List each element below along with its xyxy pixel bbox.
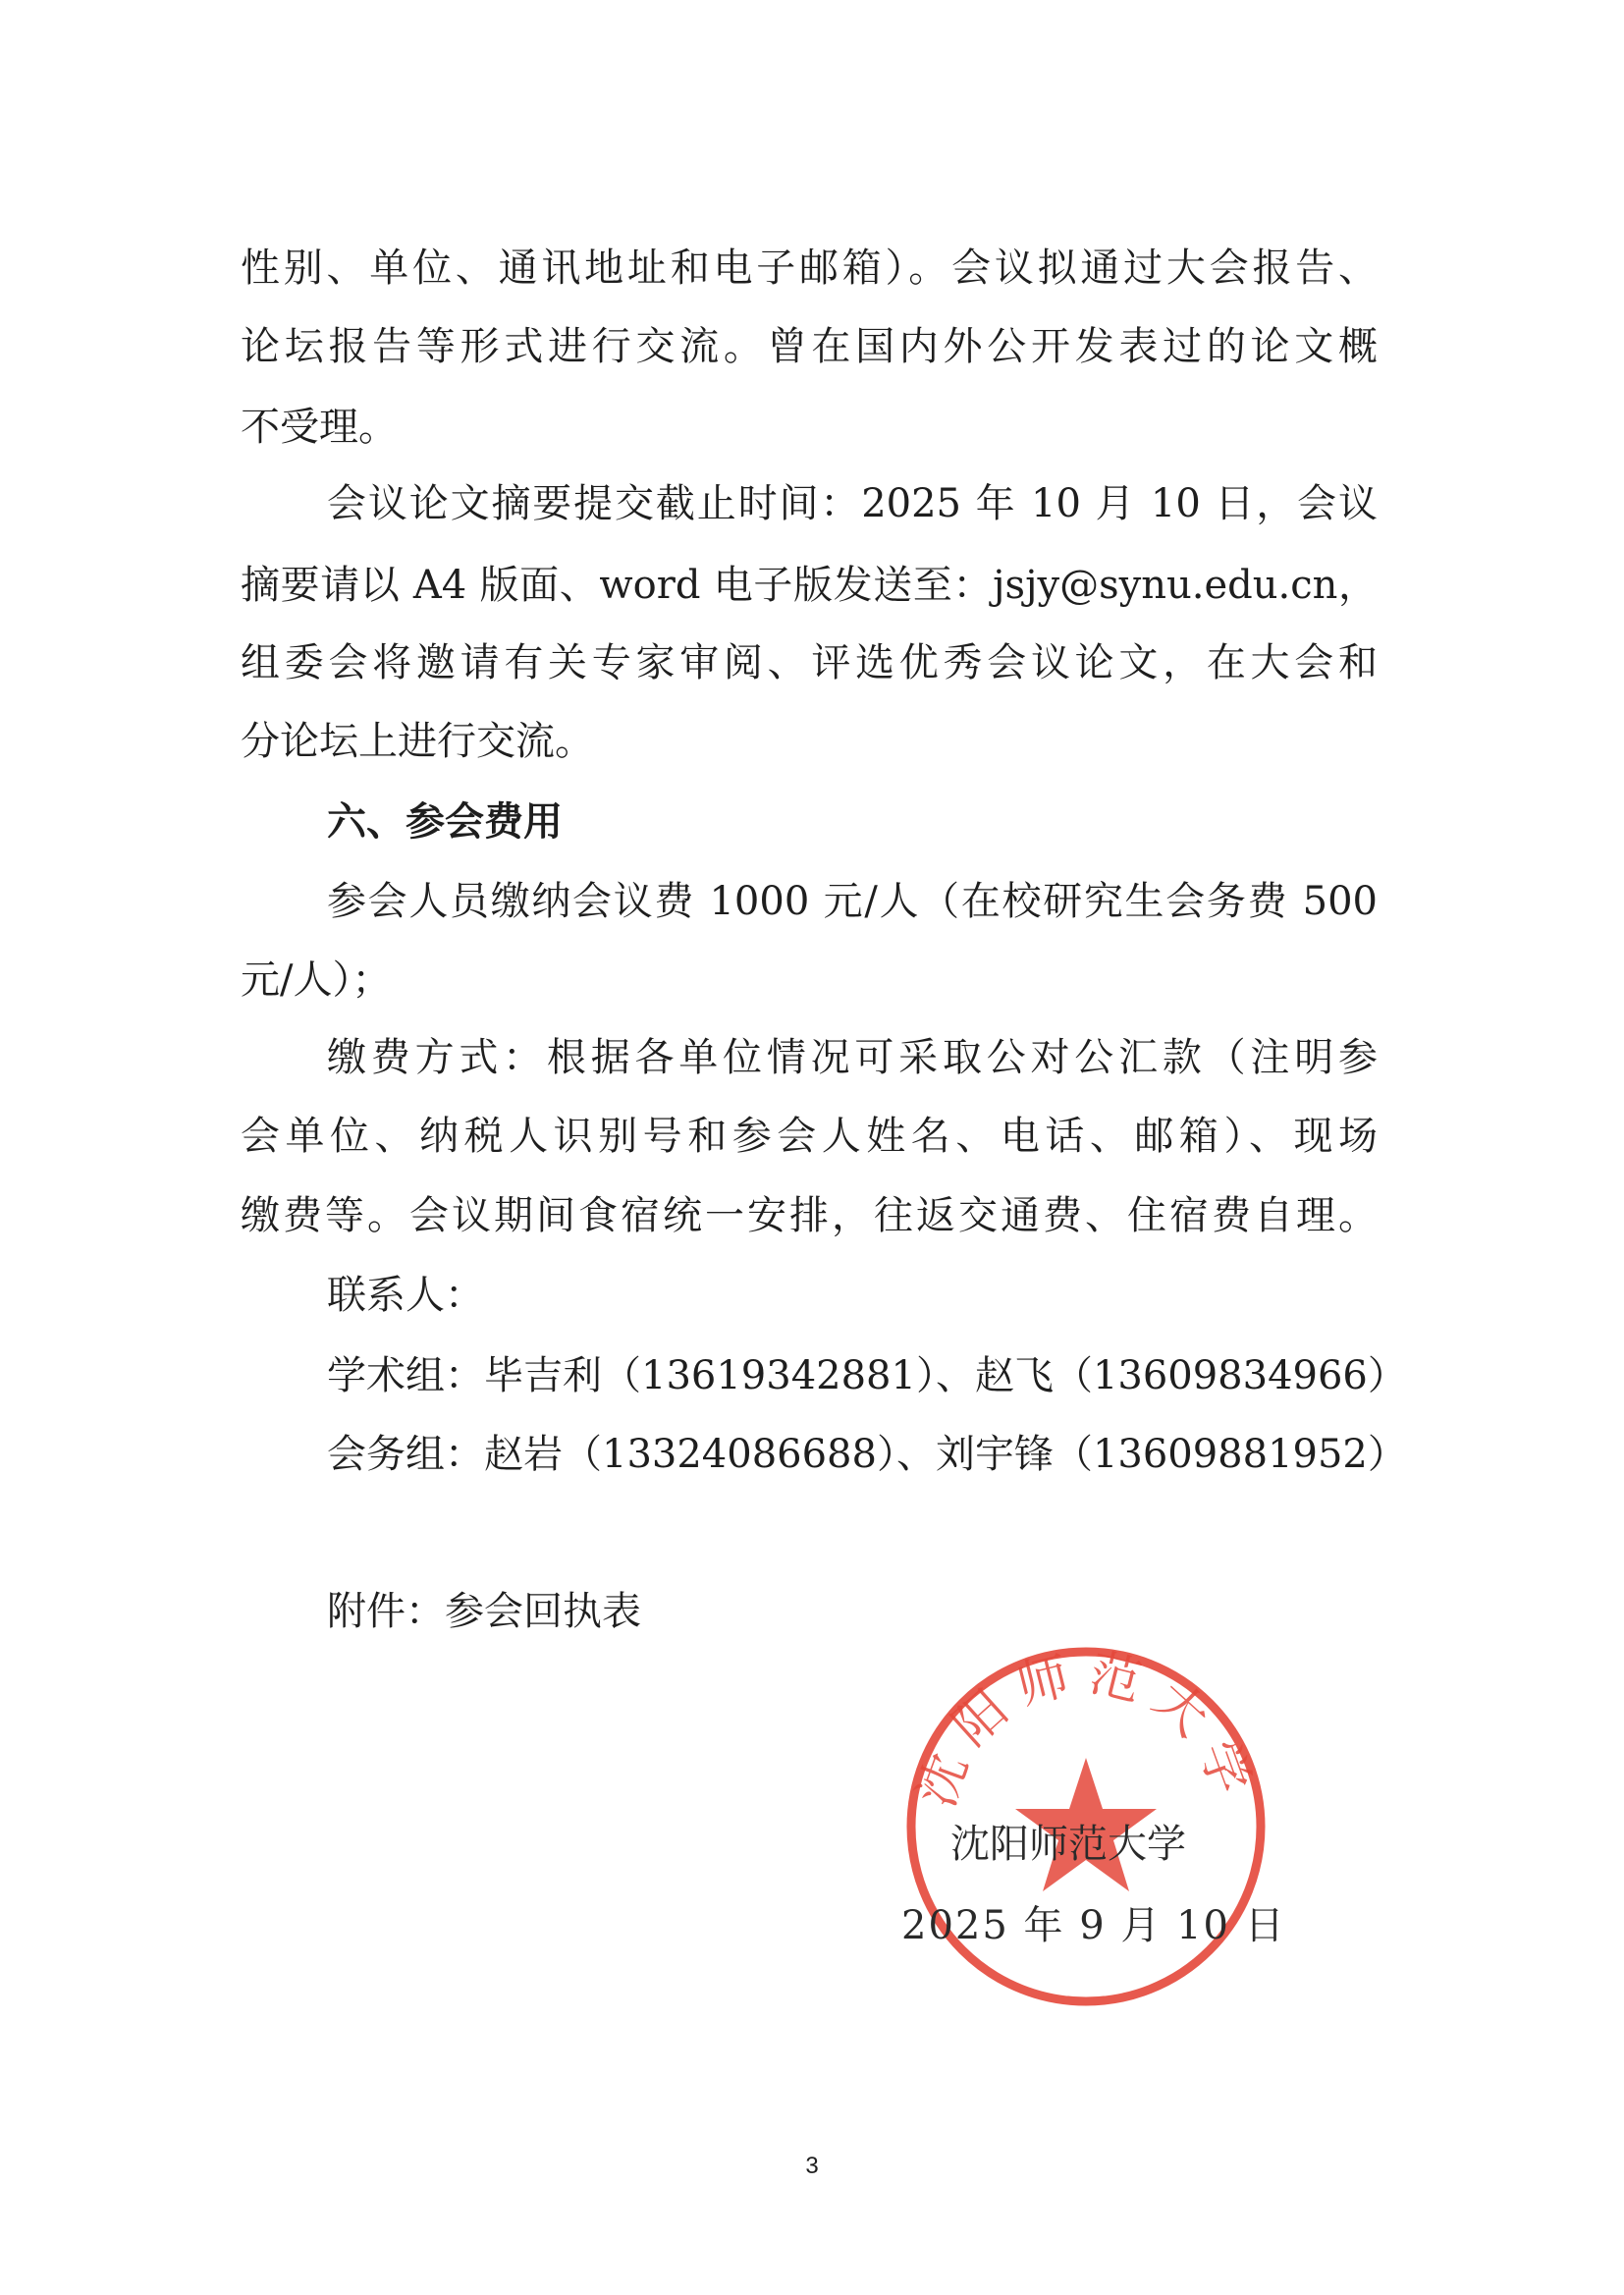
contact-academic: 学术组：毕吉利（13619342881）、赵飞（13609834966） xyxy=(327,1353,1407,1398)
body-line: 会议论文摘要提交截止时间：2025 年 10 月 10 日，会议 xyxy=(327,481,1378,526)
signature-date: 2025 年 9 月 10 日 xyxy=(901,1903,1286,1948)
body-line: 元/人）； xyxy=(241,957,392,1003)
body-line: 性别、单位、通讯地址和电子邮箱）。会议拟通过大会报告、 xyxy=(241,246,1378,291)
svg-text:沈阳师范大学: 沈阳师范大学 xyxy=(906,1643,1266,1815)
contact-affairs: 会务组：赵岩（13324086688）、刘宇锋（13609881952） xyxy=(327,1432,1407,1477)
contact-label: 联系人： xyxy=(327,1273,484,1318)
body-line: 论坛报告等形式进行交流。曾在国内外公开发表过的论文概 xyxy=(241,324,1378,369)
body-line: 缴费等。会议期间食宿统一安排，往返交通费、住宿费自理。 xyxy=(241,1193,1378,1238)
section-heading: 六、参会费用 xyxy=(327,798,563,845)
attachment-note: 附件：参会回执表 xyxy=(327,1589,641,1634)
body-line: 参会人员缴纳会议费 1000 元/人（在校研究生会务费 500 xyxy=(327,879,1378,924)
body-line: 分论坛上进行交流。 xyxy=(241,719,594,764)
body-line: 不受理。 xyxy=(241,405,398,450)
body-line: 组委会将邀请有关专家审阅、评选优秀会议论文，在大会和 xyxy=(241,640,1378,685)
page-number: 3 xyxy=(805,2153,819,2179)
body-line: 缴费方式：根据各单位情况可采取公对公汇款（注明参 xyxy=(327,1035,1378,1080)
body-line: 摘要请以 A4 版面、word 电子版发送至：jsjy@synu.edu.cn， xyxy=(241,563,1378,608)
body-line: 会单位、纳税人识别号和参会人姓名、电话、邮箱）、现场 xyxy=(241,1114,1378,1159)
signature-organization: 沈阳师范大学 xyxy=(950,1822,1186,1867)
